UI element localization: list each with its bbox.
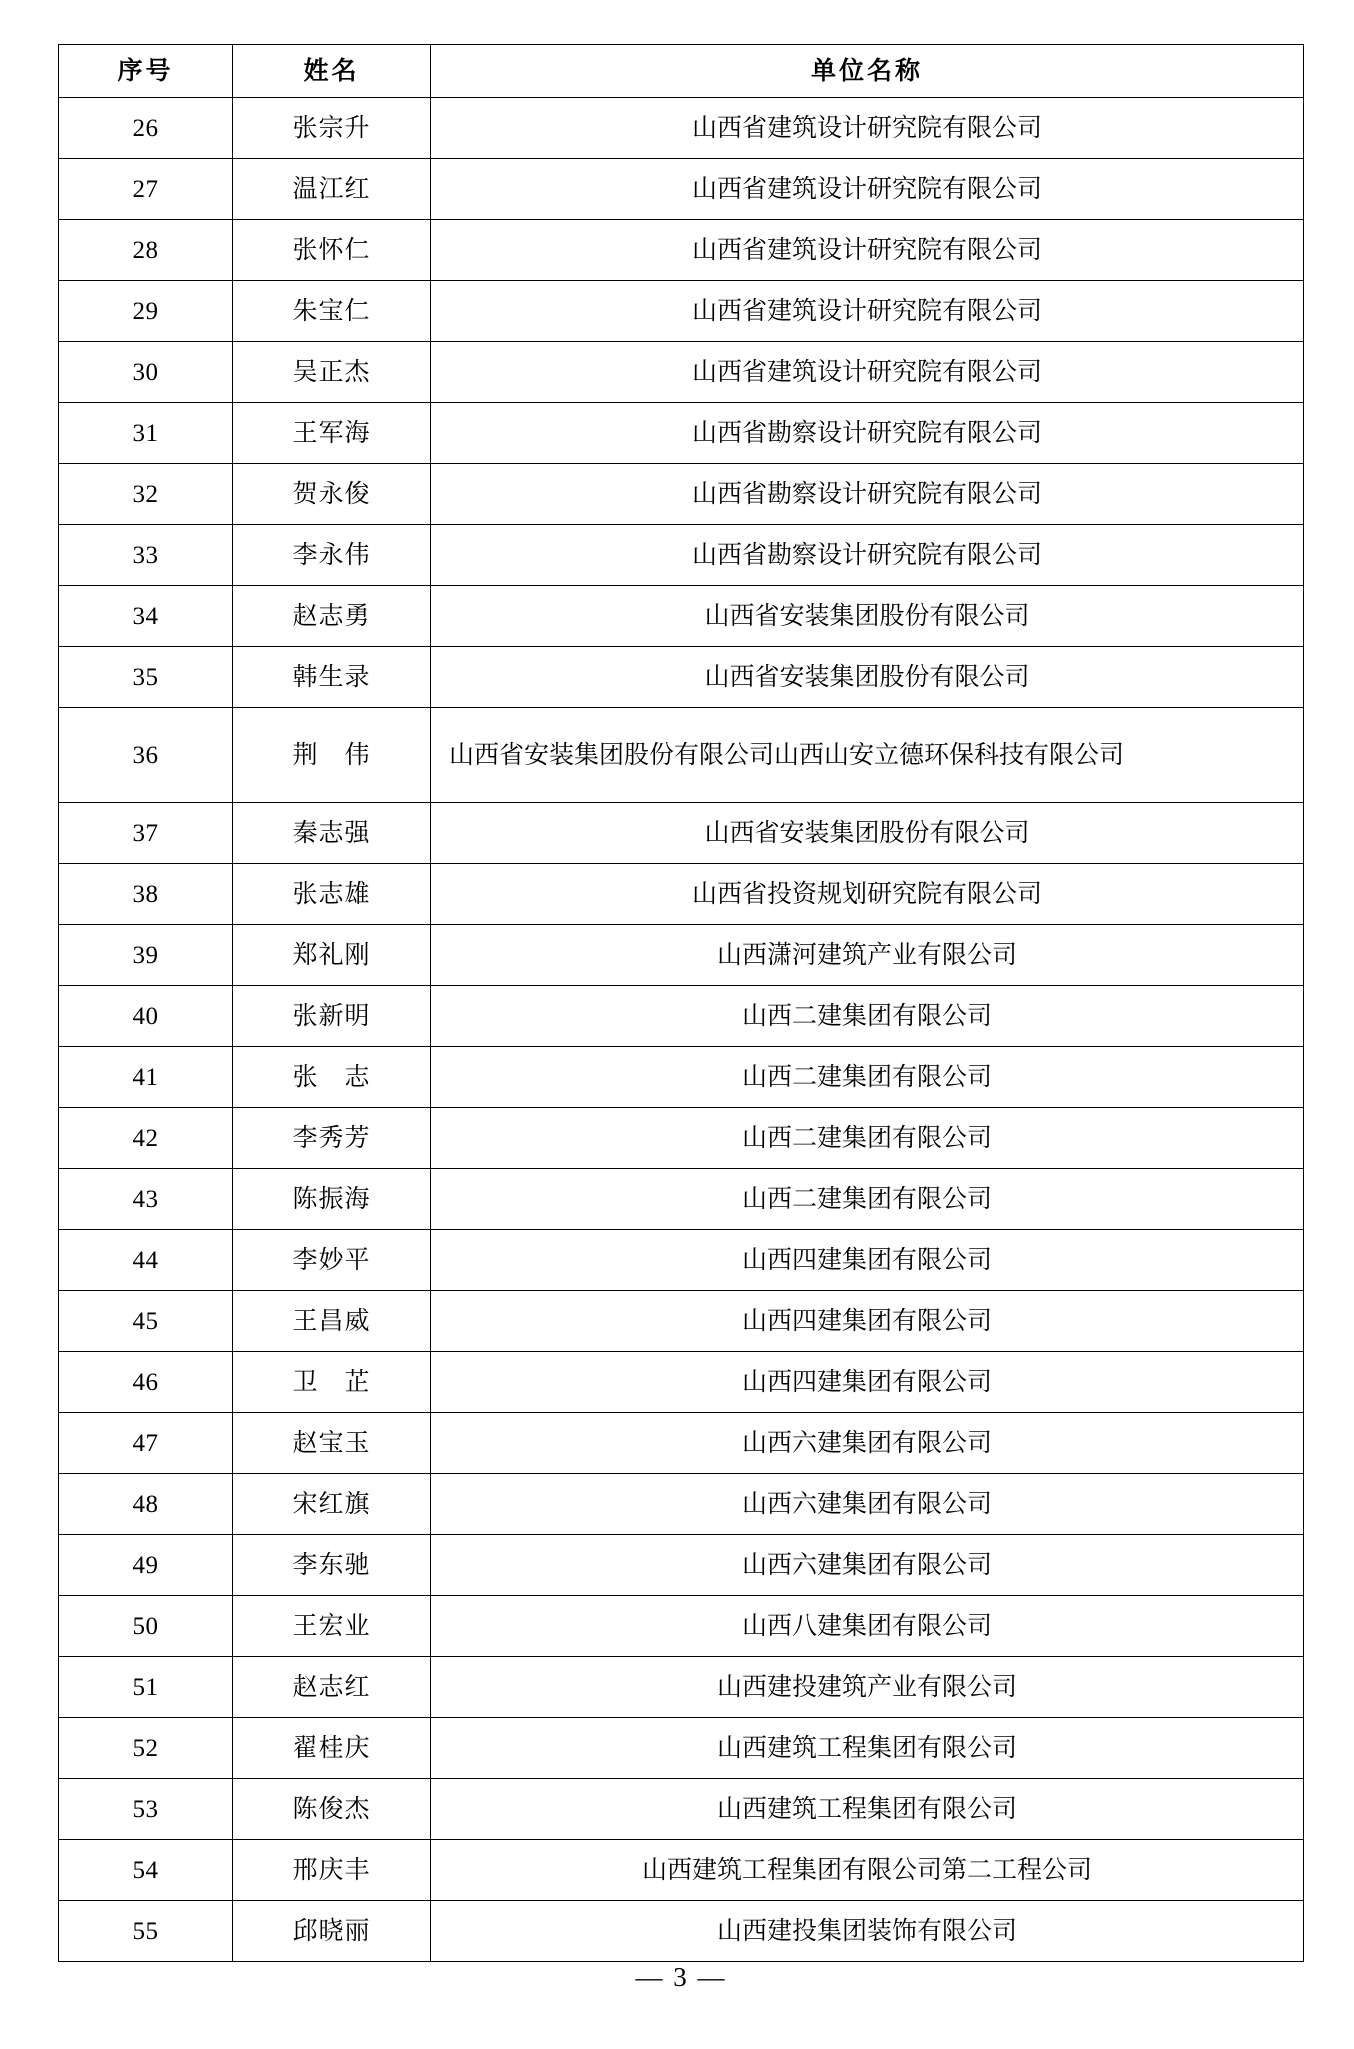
cell-unit: 山西省勘察设计研究院有限公司	[431, 464, 1304, 525]
table-body	[59, 98, 1304, 1962]
table-row	[59, 1291, 1304, 1352]
cell-unit: 山西省建筑设计研究院有限公司	[431, 159, 1304, 220]
cell-name: 温江红	[233, 159, 431, 220]
table-row	[59, 403, 1304, 464]
page-number: — 3 —	[635, 1962, 727, 1992]
cell-sequence: 46	[59, 1352, 233, 1413]
table-row	[59, 281, 1304, 342]
cell-unit: 山西六建集团有限公司	[431, 1474, 1304, 1535]
table-row	[59, 647, 1304, 708]
cell-unit: 山西潇河建筑产业有限公司	[431, 925, 1304, 986]
table-row	[59, 464, 1304, 525]
table-row	[59, 986, 1304, 1047]
table-row	[59, 220, 1304, 281]
cell-name: 李秀芳	[233, 1108, 431, 1169]
table-row	[59, 925, 1304, 986]
table-row	[59, 342, 1304, 403]
column-header-sequence: 序号	[59, 45, 233, 98]
cell-unit: 山西建筑工程集团有限公司第二工程公司	[431, 1840, 1304, 1901]
table-row	[59, 1657, 1304, 1718]
cell-name: 荆 伟	[233, 708, 431, 803]
cell-unit: 山西省投资规划研究院有限公司	[431, 864, 1304, 925]
cell-name: 王宏业	[233, 1596, 431, 1657]
cell-sequence: 31	[59, 403, 233, 464]
cell-unit: 山西省建筑设计研究院有限公司	[431, 342, 1304, 403]
cell-sequence: 36	[59, 708, 233, 803]
cell-sequence: 49	[59, 1535, 233, 1596]
cell-name: 赵志红	[233, 1657, 431, 1718]
cell-sequence: 29	[59, 281, 233, 342]
table-row	[59, 1108, 1304, 1169]
cell-unit: 山西省建筑设计研究院有限公司	[431, 220, 1304, 281]
cell-name: 陈俊杰	[233, 1779, 431, 1840]
cell-name: 张 志	[233, 1047, 431, 1108]
cell-sequence: 39	[59, 925, 233, 986]
cell-unit: 山西四建集团有限公司	[431, 1352, 1304, 1413]
cell-sequence: 53	[59, 1779, 233, 1840]
table-row	[59, 803, 1304, 864]
cell-name: 宋红旗	[233, 1474, 431, 1535]
table-row	[59, 864, 1304, 925]
cell-sequence: 32	[59, 464, 233, 525]
column-header-name: 姓名	[233, 45, 431, 98]
cell-unit: 山西六建集团有限公司	[431, 1413, 1304, 1474]
cell-unit: 山西省勘察设计研究院有限公司	[431, 403, 1304, 464]
table-row	[59, 1535, 1304, 1596]
cell-unit: 山西八建集团有限公司	[431, 1596, 1304, 1657]
cell-name: 吴正杰	[233, 342, 431, 403]
cell-sequence: 42	[59, 1108, 233, 1169]
cell-sequence: 50	[59, 1596, 233, 1657]
table-row	[59, 1718, 1304, 1779]
cell-sequence: 44	[59, 1230, 233, 1291]
cell-name: 张宗升	[233, 98, 431, 159]
cell-sequence: 35	[59, 647, 233, 708]
cell-name: 张怀仁	[233, 220, 431, 281]
table-head	[59, 45, 1304, 98]
page-footer	[58, 1962, 1304, 2049]
cell-name: 张志雄	[233, 864, 431, 925]
cell-sequence: 45	[59, 1291, 233, 1352]
cell-name: 邱晓丽	[233, 1901, 431, 1962]
table-row	[59, 1047, 1304, 1108]
table-row	[59, 159, 1304, 220]
table-header-row	[59, 45, 1304, 98]
cell-name: 张新明	[233, 986, 431, 1047]
cell-sequence: 55	[59, 1901, 233, 1962]
cell-name: 赵宝玉	[233, 1413, 431, 1474]
cell-unit: 山西建筑工程集团有限公司	[431, 1779, 1304, 1840]
cell-sequence: 33	[59, 525, 233, 586]
cell-unit: 山西省安装集团股份有限公司	[431, 803, 1304, 864]
cell-sequence: 51	[59, 1657, 233, 1718]
cell-unit: 山西省勘察设计研究院有限公司	[431, 525, 1304, 586]
cell-sequence: 41	[59, 1047, 233, 1108]
table-row	[59, 1840, 1304, 1901]
cell-unit: 山西四建集团有限公司	[431, 1291, 1304, 1352]
table-row	[59, 586, 1304, 647]
cell-unit: 山西建筑工程集团有限公司	[431, 1718, 1304, 1779]
cell-name: 王军海	[233, 403, 431, 464]
cell-sequence: 30	[59, 342, 233, 403]
table-row	[59, 1230, 1304, 1291]
cell-unit: 山西二建集团有限公司	[431, 1108, 1304, 1169]
table-row	[59, 1474, 1304, 1535]
cell-sequence: 37	[59, 803, 233, 864]
cell-name: 卫 芷	[233, 1352, 431, 1413]
cell-sequence: 40	[59, 986, 233, 1047]
cell-name: 翟桂庆	[233, 1718, 431, 1779]
cell-name: 秦志强	[233, 803, 431, 864]
cell-unit: 山西省安装集团股份有限公司	[431, 586, 1304, 647]
cell-sequence: 34	[59, 586, 233, 647]
cell-sequence: 43	[59, 1169, 233, 1230]
table-row	[59, 1901, 1304, 1962]
column-header-unit: 单位名称	[431, 45, 1304, 98]
table-row	[59, 1596, 1304, 1657]
table-row	[59, 1352, 1304, 1413]
table-row	[59, 525, 1304, 586]
cell-name: 赵志勇	[233, 586, 431, 647]
cell-sequence: 48	[59, 1474, 233, 1535]
table-row	[59, 1779, 1304, 1840]
cell-sequence: 27	[59, 159, 233, 220]
cell-name: 王昌威	[233, 1291, 431, 1352]
cell-name: 李永伟	[233, 525, 431, 586]
cell-name: 陈振海	[233, 1169, 431, 1230]
cell-unit: 山西四建集团有限公司	[431, 1230, 1304, 1291]
cell-sequence: 54	[59, 1840, 233, 1901]
table-row	[59, 708, 1304, 803]
cell-unit: 山西六建集团有限公司	[431, 1535, 1304, 1596]
cell-unit: 山西省建筑设计研究院有限公司	[431, 98, 1304, 159]
cell-sequence: 28	[59, 220, 233, 281]
cell-name: 朱宝仁	[233, 281, 431, 342]
table-row	[59, 1413, 1304, 1474]
cell-sequence: 26	[59, 98, 233, 159]
roster-table	[58, 44, 1304, 1962]
cell-name: 郑礼刚	[233, 925, 431, 986]
cell-sequence: 38	[59, 864, 233, 925]
cell-name: 邢庆丰	[233, 1840, 431, 1901]
cell-unit: 山西二建集团有限公司	[431, 1047, 1304, 1108]
cell-name: 李东驰	[233, 1535, 431, 1596]
cell-sequence: 47	[59, 1413, 233, 1474]
cell-unit: 山西二建集团有限公司	[431, 986, 1304, 1047]
cell-unit: 山西省安装集团股份有限公司山西山安立德环保科技有限公司	[431, 708, 1304, 803]
cell-unit: 山西省安装集团股份有限公司	[431, 647, 1304, 708]
cell-unit: 山西二建集团有限公司	[431, 1169, 1304, 1230]
cell-unit: 山西省建筑设计研究院有限公司	[431, 281, 1304, 342]
table-row	[59, 98, 1304, 159]
cell-name: 李妙平	[233, 1230, 431, 1291]
cell-unit: 山西建投建筑产业有限公司	[431, 1657, 1304, 1718]
cell-name: 贺永俊	[233, 464, 431, 525]
table-row	[59, 1169, 1304, 1230]
cell-unit: 山西建投集团装饰有限公司	[431, 1901, 1304, 1962]
cell-sequence: 52	[59, 1718, 233, 1779]
cell-name: 韩生录	[233, 647, 431, 708]
